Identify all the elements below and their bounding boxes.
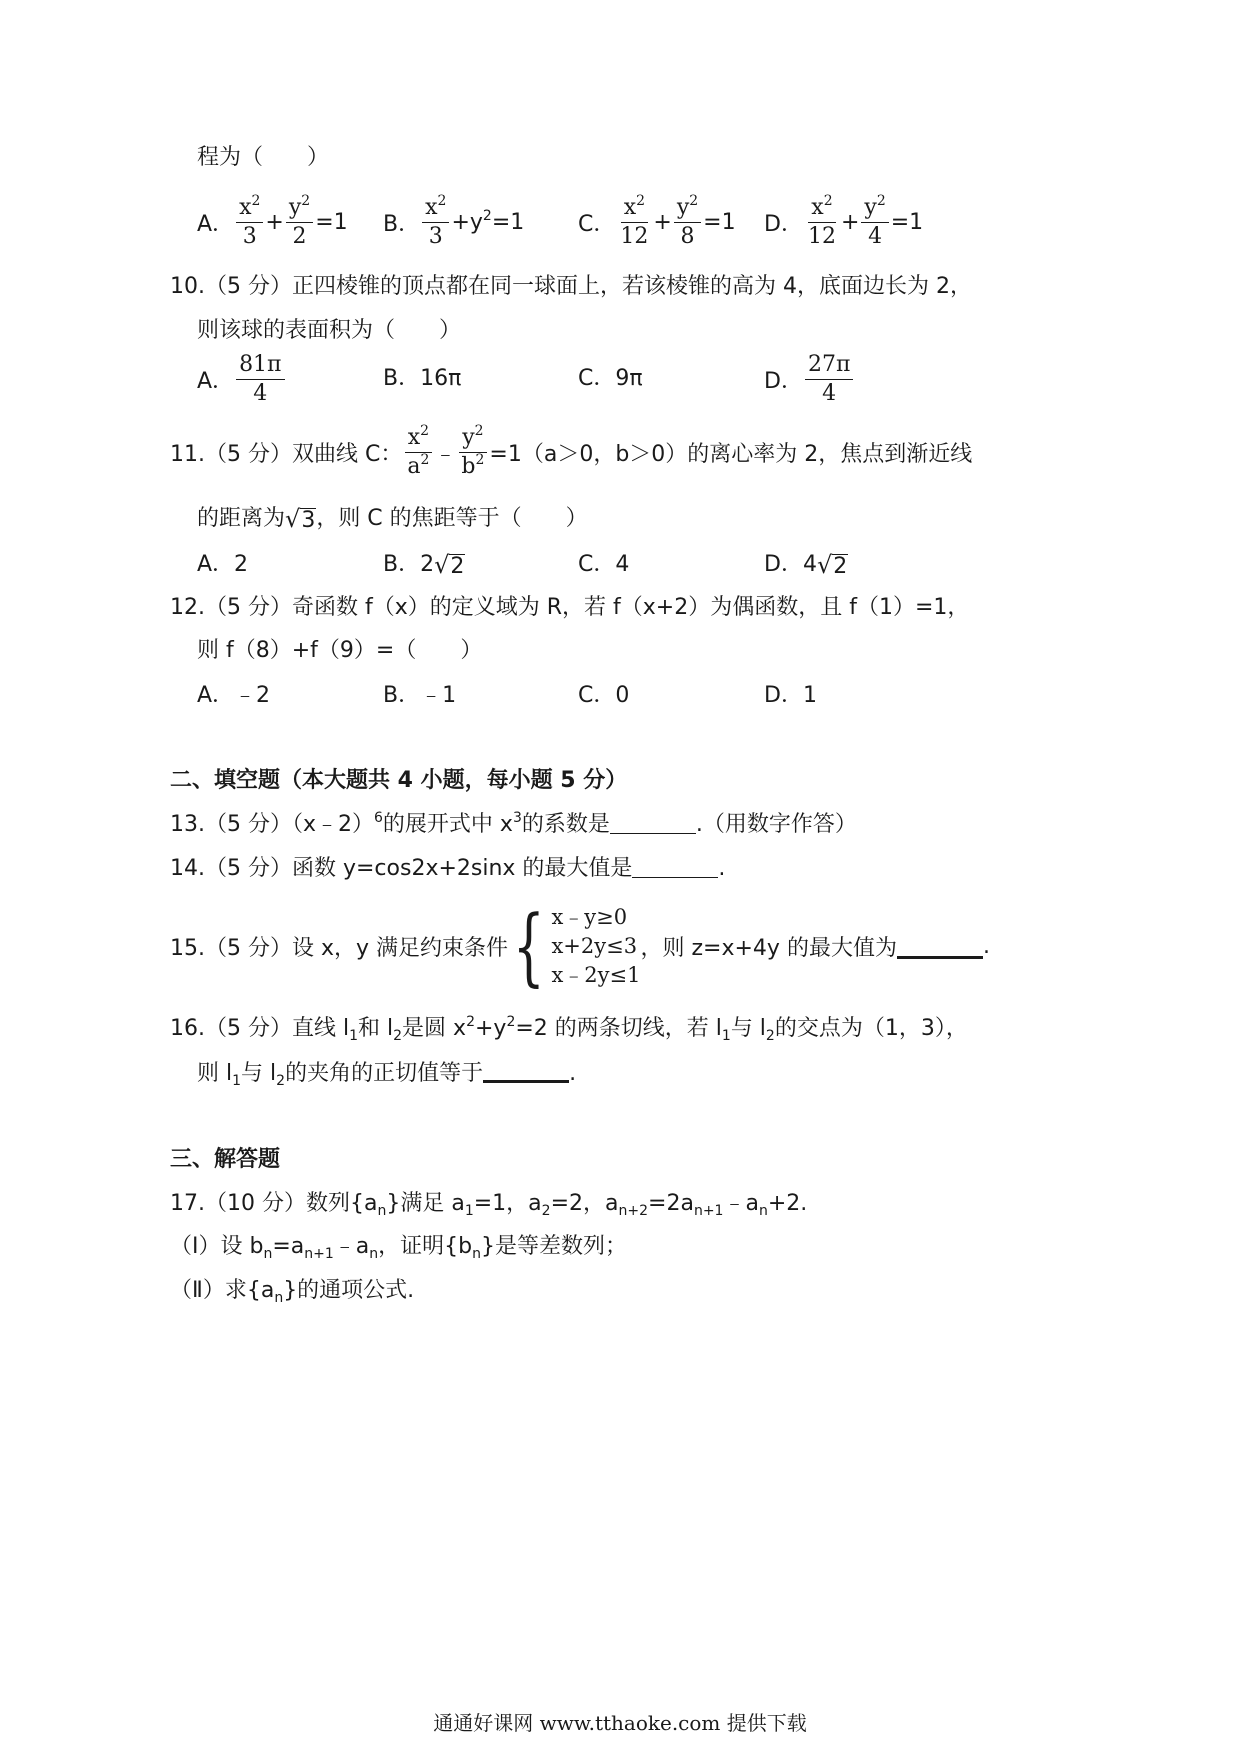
q17-part-ii: （Ⅱ）求$\{a_n\}$的通项公式.: [170, 1278, 415, 1306]
constraint-system: [508, 897, 641, 995]
q16-line1: 16.（5 分）直线 $l_1$和 $l_2$是圆 $x^2+y^2=2$ 的两条切线，若 $l_1$与 $l_2$的交点为（1，3），: [170, 1014, 968, 1044]
q12-line2: 则 f（8）+f（9）=（ ）: [197, 638, 483, 663]
q12-option-c: C．0: [578, 683, 630, 708]
option-letter: B．: [383, 211, 421, 237]
sqrt: √ 3: [285, 504, 316, 533]
q11-line2: 的距离为 √ 3 ，则 C 的焦距等于（ ）: [197, 504, 588, 533]
q10-line2: 则该球的表面积为（ ）: [197, 318, 462, 343]
fraction: $\frac{y^2}{2}$: [286, 196, 313, 249]
q11-option-b: B．2 √ 2: [383, 550, 465, 579]
q12-option-d: D．1: [764, 683, 817, 708]
option-rest: =1: [890, 209, 924, 235]
fraction: $\frac{x^2}{3}$: [422, 196, 449, 249]
fraction: $\frac{81\pi}{4}$: [236, 353, 284, 406]
option-rest: =1: [315, 209, 348, 235]
operator: +: [265, 209, 284, 235]
q10-option-a: [197, 347, 287, 411]
option-letter: C．: [578, 211, 616, 237]
q10-line1: 10.（5 分）正四棱锥的顶点都在同一球面上，若该棱锥的高为 4，底面边长为 2，: [170, 274, 972, 299]
fraction: $\frac{x^2}{a^2}$: [404, 426, 432, 479]
operator: +: [653, 209, 672, 235]
fraction: $\frac{y^2}{b^2}$: [458, 426, 487, 479]
sqrt: √ 2: [816, 550, 848, 579]
q9-option-b: [383, 190, 524, 254]
page-footer: 通通好课网 www.tthaoke.com 提供下载: [433, 1711, 807, 1735]
option-letter: D．: [764, 211, 803, 237]
q13: 13.（5 分）（x﹣2）$^6$的展开式中 $x^3$的系数是 .（用数字作答）: [170, 810, 857, 837]
q10-option-b: B．16π: [383, 366, 462, 391]
fraction: $\frac{x^2}{3}$: [236, 196, 263, 249]
option-letter: A．: [197, 211, 235, 237]
q11-option-c: C．4: [578, 552, 630, 577]
operator: +: [840, 209, 860, 235]
option-letter: A．: [197, 368, 235, 394]
q15-prefix: 15.（5 分）设 x，y 满足约束条件: [170, 935, 509, 961]
q11-line1: [170, 420, 972, 484]
q17-part-i: （Ⅰ）设 $b_n=a_{n+1}﹣a_n$，证明$\{b_n\}$是等差数列；: [170, 1234, 627, 1262]
q9-continuation: 程为（ ）: [197, 145, 330, 170]
constraint-1: x﹣y≥0: [551, 904, 628, 929]
fraction: $\frac{y^2}{8}$: [674, 196, 701, 249]
fraction: $\frac{27\pi}{4}$: [805, 353, 853, 406]
option-rest: =1: [703, 209, 736, 235]
q11-suffix: =1（a＞0，b＞0）的离心率为 2，焦点到渐近线: [489, 441, 973, 467]
q15: [170, 898, 990, 994]
q10-option-d: [764, 347, 855, 411]
q9-option-c: [578, 190, 736, 254]
answer-blank: [610, 811, 696, 834]
section-heading-solutions: 三、解答题: [170, 1147, 281, 1172]
q14: 14.（5 分）函数 y=cos2x+2sinx 的最大值是 .: [170, 856, 726, 881]
q12-option-b: B．﹣1: [383, 683, 457, 708]
q17-stem: 17.（10 分）数列$\{a_n\}$满足 $a_1=1$，$a_2=2$，$a_{n+2}=2a_{n+1}﹣a_n+2$.: [170, 1191, 808, 1219]
answer-blank: [632, 855, 718, 878]
constraint-2: x+2y≤3: [551, 933, 638, 958]
q10-option-c: C．9π: [578, 366, 643, 391]
option-after: $+y^2$: [451, 207, 492, 235]
constraint-3: x﹣2y≤1: [551, 962, 641, 987]
q16-line2: 则 $l_1$与 $l_2$的夹角的正切值等于 .: [197, 1058, 576, 1089]
q11-prefix: 11.（5 分）双曲线 C：: [170, 441, 403, 467]
sqrt: √ 2: [434, 550, 465, 579]
q12-line1: 12.（5 分）奇函数 f（x）的定义域为 R，若 f（x+2）为偶函数，且 f（1）=1，: [170, 595, 970, 620]
option-letter: D．: [764, 368, 803, 394]
fraction: $\frac{x^2}{12}$: [620, 192, 649, 249]
option-rest: =1: [491, 209, 525, 235]
q11-option-a: A．2: [197, 552, 249, 577]
operator: ﹣: [434, 441, 457, 467]
brace-icon: {: [512, 897, 545, 995]
answer-blank: [897, 934, 983, 959]
fraction: $\frac{y^2}{4}$: [861, 196, 888, 249]
q9-option-a: [197, 190, 348, 254]
q15-end: .: [982, 933, 990, 959]
answer-blank: [483, 1058, 569, 1083]
q11-option-d: D．4 √ 2: [764, 550, 848, 579]
q9-option-d: [764, 190, 923, 254]
section-heading-fill-in: 二、填空题（本大题共 4 小题，每小题 5 分）: [170, 768, 628, 793]
fraction: $\frac{x^2}{12}$: [807, 192, 836, 249]
q15-suffix: ，则 z=x+4y 的最大值为: [640, 935, 897, 961]
q12-option-a: A．﹣2: [197, 683, 271, 708]
